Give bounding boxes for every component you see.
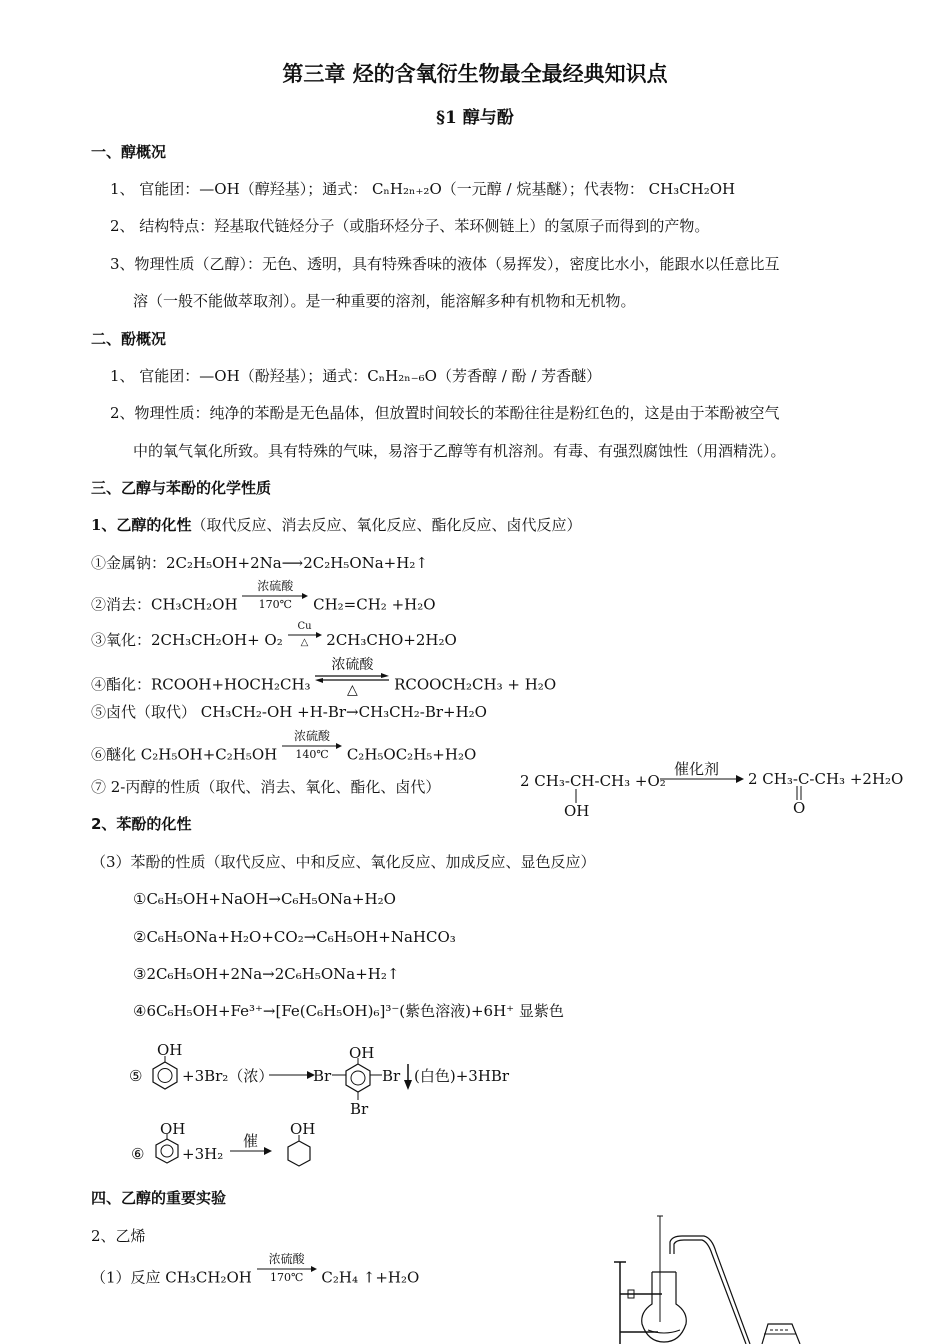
arrow-right-icon	[660, 775, 744, 783]
alcohol-line-2: 2、 结构特点：羟基取代链烃分子（或脂环烃分子、苯环侧链上）的氢原子而得到的产物。	[110, 217, 710, 235]
page-title: 第三章 烃的含氧衍生物最全最经典知识点	[282, 62, 668, 86]
reaction-esterification-left: ④酯化：RCOOH+HOCH₂CH₃	[91, 675, 311, 694]
ethanol-properties-list: （取代反应、消去反应、氧化反应、酯化反应、卤代反应）	[191, 516, 582, 534]
phenol-line-1: 1、 官能团：—OH（酚羟基）；通式：CₙH₂ₙ₋₆O（芳香醇 / 酚 / 芳香醚）	[110, 367, 602, 385]
reaction-oxidation-right: 2CH₃CHO+2H₂O	[326, 631, 457, 649]
arrow-right-icon	[230, 1147, 272, 1155]
bond-line	[574, 789, 578, 803]
phenol-reaction-3: ③2C₆H₅OH+2Na→2C₆H₅ONa+H₂↑	[133, 965, 400, 983]
condition-arrow	[282, 730, 342, 761]
section-heading-chemistry: 三、乙醇与苯酚的化学性质	[91, 479, 272, 497]
phenol-reaction-6-number: ⑥	[131, 1145, 145, 1163]
double-bond-line	[795, 786, 803, 800]
phenol-oh-label: OH	[157, 1041, 183, 1059]
ethylene-subheading: 2、乙烯	[91, 1227, 146, 1245]
alcohol-line-3a: 3、物理性质（乙醇）：无色、透明，具有特殊香味的液体（易挥发），密度比水小，能跟水以任意比互	[110, 255, 780, 273]
phenol-properties-heading: 2、苯酚的化性	[91, 815, 192, 833]
reversible-arrow	[315, 657, 389, 698]
phenol-oh-label: OH	[160, 1120, 186, 1138]
condition-arrow	[242, 580, 308, 611]
phenol-reaction-4: ④6C₆H₅OH+Fe³⁺→[Fe(C₆H₅OH)₆]³⁻(紫色溶液)+6H⁺ 显紫色	[133, 1002, 564, 1020]
section-subtitle: §1 醇与酚	[436, 108, 514, 128]
alcohol-line-3b: 溶（一般不能做萃取剂）。是一种重要的溶剂，能溶解多种有机物和无机物。	[133, 292, 636, 310]
cyclohexane-ring-icon	[284, 1135, 314, 1169]
ethylene-reaction-right: C₂H₄ ↑+H₂O	[321, 1268, 420, 1287]
hydrogen-reagent: +3H₂	[182, 1145, 224, 1163]
bromine-reagent: +3Br₂（浓）	[182, 1067, 274, 1085]
reaction-esterification	[91, 657, 557, 706]
condition-arrow	[288, 622, 322, 648]
alcohol-line-1: 1、 官能团：—OH（醇羟基）；通式： CₙH₂ₙ₊₂O（一元醇 / 烷基醚）；代表物： CH₃CH₂OH	[110, 180, 736, 198]
section-heading-alcohol: 一、醇概况	[91, 143, 167, 161]
arrow-top-label: 浓硫酸	[268, 1252, 305, 1266]
ethylene-reaction-left: （1）反应 CH₃CH₂OH	[91, 1268, 252, 1287]
arrow-bottom-label: △	[346, 682, 358, 698]
reaction-elimination	[91, 579, 436, 621]
phenol-reaction-1: ①C₆H₅OH+NaOH→C₆H₅ONa+H₂O	[133, 890, 396, 908]
propanol-oh-label: OH	[564, 802, 590, 820]
arrow-top-label: 浓硫酸	[257, 579, 294, 593]
propanol-properties: ⑦ 2-丙醇的性质（取代、消去、氧化、酯化、卤代）	[91, 778, 441, 796]
reaction-etherification-left: ⑥醚化 C₂H₅OH+C₂H₅OH	[91, 745, 278, 764]
ethanol-properties-label: 1、乙醇的化性	[91, 516, 192, 534]
arrow-top-label: 浓硫酸	[294, 729, 331, 743]
reaction-elimination-right: CH₂=CH₂ +H₂O	[313, 595, 436, 614]
arrow-bottom-label: 140℃	[295, 748, 329, 761]
reaction-sodium: ①金属钠：2C₂H₅OH+2Na⟶2C₂H₅ONa+H₂↑	[91, 554, 428, 572]
arrow-bottom-label: 170℃	[258, 598, 292, 611]
reaction-etherification-right: C₂H₅OC₂H₅+H₂O	[346, 745, 477, 764]
propanol-equation-right: 2 CH₃-C-CH₃ +2H₂O	[748, 770, 904, 788]
ethylene-apparatus-drawing	[600, 1212, 810, 1344]
phenol-reaction-2: ②C₆H₅ONa+H₂O+CO₂→C₆H₅OH+NaHCO₃	[133, 928, 456, 946]
arrow-right-icon	[269, 1071, 315, 1079]
catalyst-label: 催	[243, 1132, 259, 1150]
ketone-o-label: O	[793, 799, 806, 817]
bromo-bottom-label: Br	[350, 1100, 369, 1118]
benzene-ring-icon	[152, 1134, 182, 1166]
catalyst-label: 催化剂	[674, 760, 720, 778]
phenol-line-2a: 2、物理性质：纯净的苯酚是无色晶体，但放置时间较长的苯酚往往是粉红色的，这是由于苯酚被空气	[110, 404, 780, 422]
phenol-reaction-5-products: (白色)+3HBr	[414, 1067, 510, 1085]
ethylene-reaction	[91, 1252, 420, 1294]
phenol-reaction-5-number: ⑤	[129, 1067, 143, 1085]
propanol-equation-left: 2 CH₃-CH-CH₃ +O₂	[520, 772, 666, 790]
tribromophenol-oh-label: OH	[349, 1044, 375, 1062]
reaction-oxidation	[91, 621, 457, 654]
condition-arrow	[257, 1253, 317, 1284]
arrow-bottom-label: △	[300, 637, 309, 648]
precipitate-arrow-icon	[403, 1064, 413, 1090]
cyclohexanol-oh-label: OH	[290, 1120, 316, 1138]
tribromophenol-ring-icon	[330, 1058, 386, 1102]
bromo-right-label: Br	[382, 1067, 401, 1085]
reaction-halogenation: ⑤卤代（取代） CH₃CH₂-OH +H-Br→CH₃CH₂-Br+H₂O	[91, 703, 487, 721]
bromo-left-label: Br	[313, 1067, 332, 1085]
reaction-etherification	[91, 729, 477, 771]
reaction-esterification-right: RCOOCH₂CH₃ + H₂O	[394, 675, 557, 694]
section-heading-experiments: 四、乙醇的重要实验	[91, 1189, 227, 1207]
benzene-ring-icon	[148, 1056, 182, 1090]
reaction-oxidation-left: ③氧化：2CH₃CH₂OH+ O₂	[91, 631, 283, 649]
ethanol-properties-heading	[91, 515, 581, 535]
arrow-top-label: Cu	[297, 621, 312, 632]
phenol-line-2b: 中的氧气氧化所致。具有特殊的气味，易溶于乙醇等有机溶剂。有毒、有强烈腐蚀性（用酒精洗）。	[133, 442, 786, 460]
section-heading-phenol: 二、酚概况	[91, 330, 167, 348]
phenol-properties-list: （3）苯酚的性质（取代反应、中和反应、氧化反应、加成反应、显色反应）	[91, 853, 596, 871]
arrow-bottom-label: 170℃	[269, 1271, 304, 1284]
reaction-elimination-left: ②消去：CH₃CH₂OH	[91, 595, 238, 614]
arrow-top-label: 浓硫酸	[331, 657, 374, 673]
